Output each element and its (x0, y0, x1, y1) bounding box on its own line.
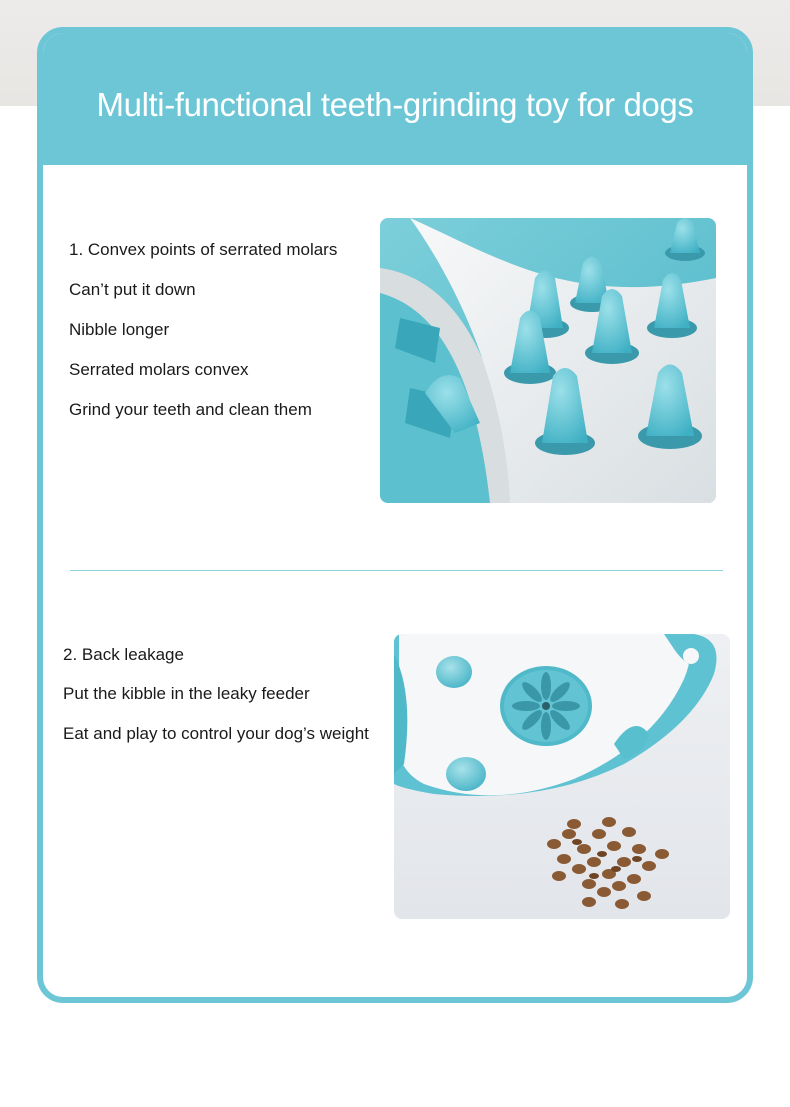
section-1-line: Serrated molars convex (69, 360, 249, 379)
section-2-line: Put the kibble in the leaky feeder (63, 684, 310, 703)
section-2-line: Eat and play to control your dog’s weight (63, 724, 369, 743)
product-card (37, 27, 753, 1003)
page-title: Multi-functional teeth-grinding toy for dogs (96, 86, 694, 123)
section-2-heading: 2. Back leakage (63, 645, 184, 664)
serrated-molars-photo (380, 218, 716, 503)
section-1-line: Grind your teeth and clean them (69, 400, 312, 419)
section-1-line: Nibble longer (69, 320, 170, 339)
leaky-feeder-photo (394, 634, 730, 919)
section-1-heading: 1. Convex points of serrated molars (69, 240, 338, 259)
section-divider (70, 570, 723, 571)
title-banner (43, 33, 747, 165)
section-1-line: Can’t put it down (69, 280, 196, 299)
